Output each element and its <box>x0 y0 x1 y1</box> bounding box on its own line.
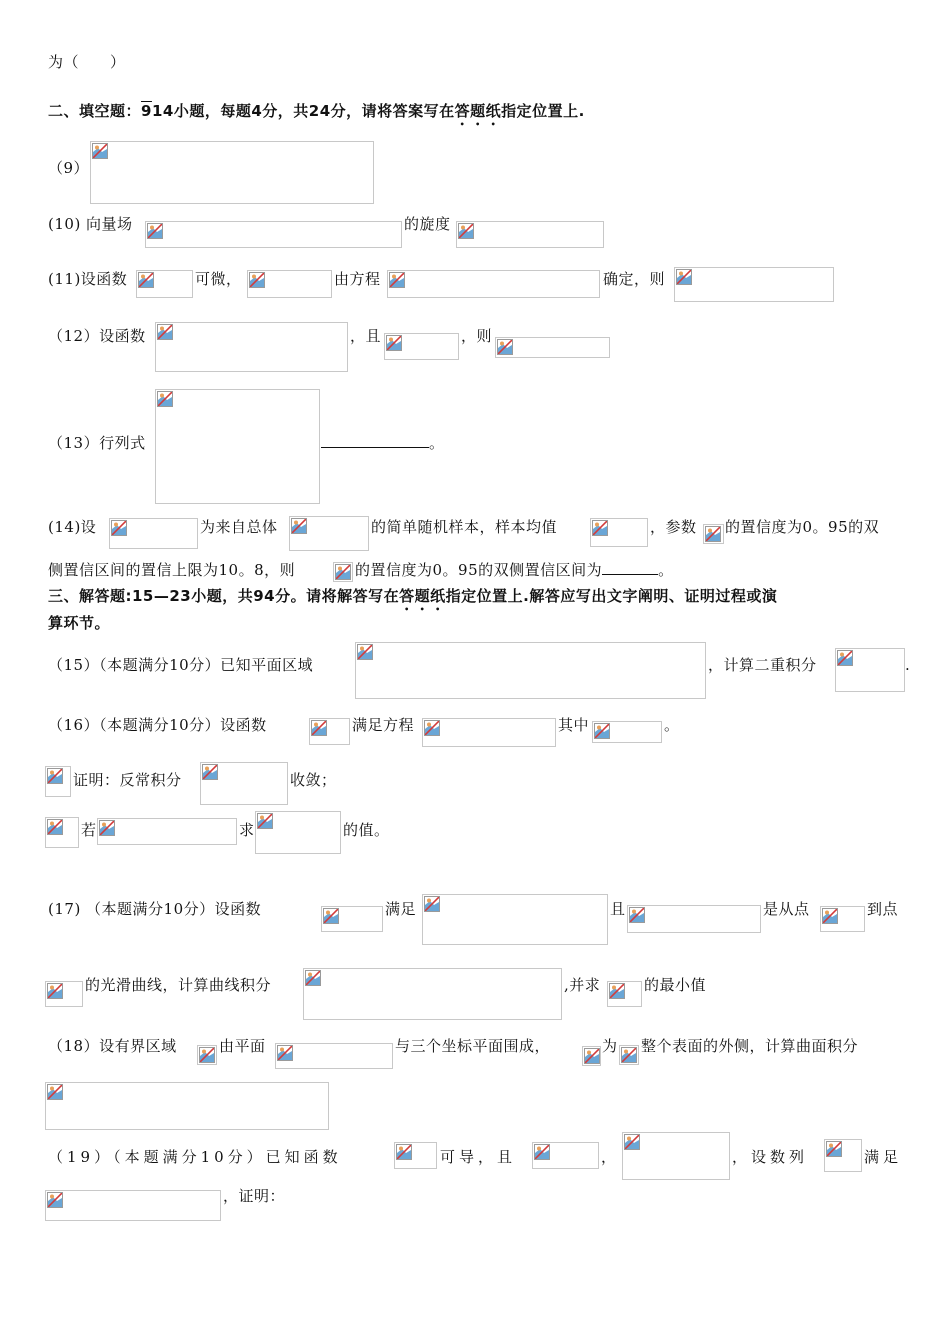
broken-image-icon <box>357 644 373 660</box>
text-fragment: 满足 <box>864 1148 903 1166</box>
formula-image <box>197 1045 217 1065</box>
text-fragment: 的光滑曲线，计算曲线积分 <box>85 976 272 994</box>
broken-image-icon <box>594 723 610 739</box>
formula-image <box>45 766 71 797</box>
formula-image <box>627 905 761 933</box>
formula-image <box>674 267 834 302</box>
question-14-text: (14)设 <box>48 518 97 536</box>
broken-image-icon <box>311 720 327 736</box>
broken-image-icon <box>111 520 127 536</box>
formula-image <box>145 221 402 248</box>
text-fragment: ，且 <box>350 327 382 345</box>
broken-image-icon <box>138 272 154 288</box>
broken-image-icon <box>826 1141 842 1157</box>
formula-image <box>45 817 79 848</box>
text-fragment: 的最小值 <box>644 976 707 994</box>
formula-image <box>289 516 369 551</box>
formula-image <box>422 718 556 747</box>
broken-image-icon <box>157 391 173 407</box>
question-15-text: （15）（本题满分10分）已知平面区域 <box>48 656 314 674</box>
broken-image-icon <box>202 764 218 780</box>
broken-image-icon <box>592 520 608 536</box>
text-fragment: 由方程 <box>334 270 381 288</box>
broken-image-icon <box>676 269 692 285</box>
question-19-text: （19）（本题满分10分）已知函数 <box>48 1148 342 1166</box>
broken-image-icon <box>99 820 115 836</box>
broken-image-icon <box>47 983 63 999</box>
broken-image-icon <box>629 907 645 923</box>
answer-blank: 。 <box>321 433 445 453</box>
formula-image <box>495 337 610 358</box>
broken-image-icon <box>277 1045 293 1061</box>
broken-image-icon <box>837 650 853 666</box>
broken-image-icon <box>609 983 625 999</box>
formula-image <box>622 1132 730 1180</box>
question-9-label: （9） <box>48 159 90 177</box>
broken-image-icon <box>47 1192 63 1208</box>
text-fragment: 为 <box>602 1037 618 1055</box>
question-10-text: (10) 向量场 <box>48 215 133 233</box>
formula-image <box>321 906 383 932</box>
formula-image <box>582 1046 601 1066</box>
broken-image-icon <box>822 908 838 924</box>
answer-blank: 的置信度为0。95的双侧置信区间为 。 <box>355 561 674 579</box>
text-fragment: 满足 <box>385 900 417 918</box>
formula-image <box>309 718 350 745</box>
text-fragment: 的值。 <box>343 821 390 839</box>
broken-image-icon <box>199 1047 215 1063</box>
formula-image <box>155 389 320 504</box>
question-11-text: (11)设函数 <box>48 270 128 288</box>
formula-image <box>303 968 562 1020</box>
formula-image <box>619 1045 639 1065</box>
text-fragment: 到点 <box>867 900 899 918</box>
broken-image-icon <box>257 813 273 829</box>
question-13-text: （13）行列式 <box>48 434 146 452</box>
text-fragment: ， <box>601 1148 617 1166</box>
text-fragment: 满足方程 <box>352 716 415 734</box>
text-fragment: ，计算二重积分 <box>708 656 817 674</box>
formula-image <box>97 818 237 845</box>
formula-image <box>45 1082 329 1130</box>
broken-image-icon <box>323 908 339 924</box>
question-12-text: （12）设函数 <box>48 327 146 345</box>
text-fragment: 的旋度 <box>404 215 451 233</box>
text-fragment: 与三个坐标平面围成， <box>395 1037 551 1055</box>
broken-image-icon <box>389 272 405 288</box>
text-fragment: 可导，且 <box>440 1148 517 1166</box>
formula-image <box>820 906 865 932</box>
formula-image <box>835 648 905 692</box>
broken-image-icon <box>424 720 440 736</box>
formula-image <box>247 270 332 298</box>
text-fragment: 若 <box>81 821 97 839</box>
text-fragment: 确定，则 <box>603 270 666 288</box>
text-fragment: 由平面 <box>219 1037 266 1055</box>
broken-image-icon <box>458 223 474 239</box>
formula-image <box>90 141 374 204</box>
text-fragment: ,并求 <box>564 976 601 994</box>
formula-image <box>456 221 604 248</box>
formula-image <box>45 981 83 1007</box>
section-heading-fill-blank: 二、填空题：914小题，每题4分，共24分，请将答案写在答题纸指定位置上. <box>48 102 585 120</box>
formula-image <box>384 333 459 360</box>
text-fragment: . <box>905 656 911 674</box>
broken-image-icon <box>249 272 265 288</box>
question-17-text: (17) （本题满分10分）设函数 <box>48 900 262 918</box>
broken-image-icon <box>92 143 108 159</box>
broken-image-icon <box>305 970 321 986</box>
text-fragment: 且 <box>610 900 626 918</box>
question-16-text: （16）（本题满分10分）设函数 <box>48 716 267 734</box>
formula-image <box>355 642 706 699</box>
broken-image-icon <box>584 1048 600 1064</box>
formula-image <box>592 721 662 743</box>
text-fragment: 求 <box>239 821 255 839</box>
text-fragment: ，则 <box>461 327 493 345</box>
formula-image <box>275 1043 393 1069</box>
formula-image <box>422 894 608 945</box>
text-fragment: 整个表面的外侧，计算曲面积分 <box>641 1037 859 1055</box>
broken-image-icon <box>396 1144 412 1160</box>
broken-image-icon <box>47 1084 63 1100</box>
formula-image <box>45 1190 221 1221</box>
formula-image <box>824 1139 862 1172</box>
formula-image <box>255 811 341 854</box>
formula-image <box>387 270 600 298</box>
section-heading-answer: 三、解答题:15—23小题，共94分。请将解答写在答题纸指定位置上.解答应写出文字阐明、证明过程或演 <box>48 587 778 605</box>
text-fragment: 的置信度为0。95的双 <box>725 518 880 536</box>
broken-image-icon <box>291 518 307 534</box>
formula-image <box>607 981 642 1007</box>
text-fragment: 为来自总体 <box>200 518 278 536</box>
broken-image-icon <box>47 768 63 784</box>
text-line: 为（ ） <box>48 53 126 71</box>
broken-image-icon <box>705 526 721 542</box>
formula-image <box>532 1142 599 1169</box>
broken-image-icon <box>157 324 173 340</box>
text-fragment: 是从点 <box>763 900 810 918</box>
formula-image <box>136 270 193 298</box>
text-fragment: ，设数列 <box>732 1148 809 1166</box>
text-fragment: 证明：反常积分 <box>73 771 182 789</box>
formula-image <box>109 518 198 549</box>
broken-image-icon <box>147 223 163 239</box>
broken-image-icon <box>335 564 351 580</box>
question-18-text: （18）设有界区域 <box>48 1037 177 1055</box>
text-fragment: 可微， <box>195 270 242 288</box>
broken-image-icon <box>424 896 440 912</box>
text-fragment: 。 <box>664 716 680 734</box>
formula-image <box>703 524 724 544</box>
text-fragment: ，参数 <box>650 518 697 536</box>
text-fragment: 收敛； <box>290 771 337 789</box>
broken-image-icon <box>621 1047 637 1063</box>
text-fragment: 的简单随机样本，样本均值 <box>371 518 558 536</box>
text-fragment: 侧置信区间的置信上限为10。8，则 <box>48 561 296 579</box>
section-heading-answer-cont: 算环节。 <box>48 614 111 632</box>
broken-image-icon <box>624 1134 640 1150</box>
broken-image-icon <box>497 339 513 355</box>
text-fragment: 其中 <box>558 716 590 734</box>
formula-image <box>394 1142 437 1169</box>
formula-image <box>590 518 648 547</box>
formula-image <box>333 562 353 582</box>
formula-image <box>200 762 288 805</box>
broken-image-icon <box>47 819 63 835</box>
text-fragment: ，证明： <box>223 1187 286 1205</box>
broken-image-icon <box>386 335 402 351</box>
broken-image-icon <box>534 1144 550 1160</box>
formula-image <box>155 322 348 372</box>
